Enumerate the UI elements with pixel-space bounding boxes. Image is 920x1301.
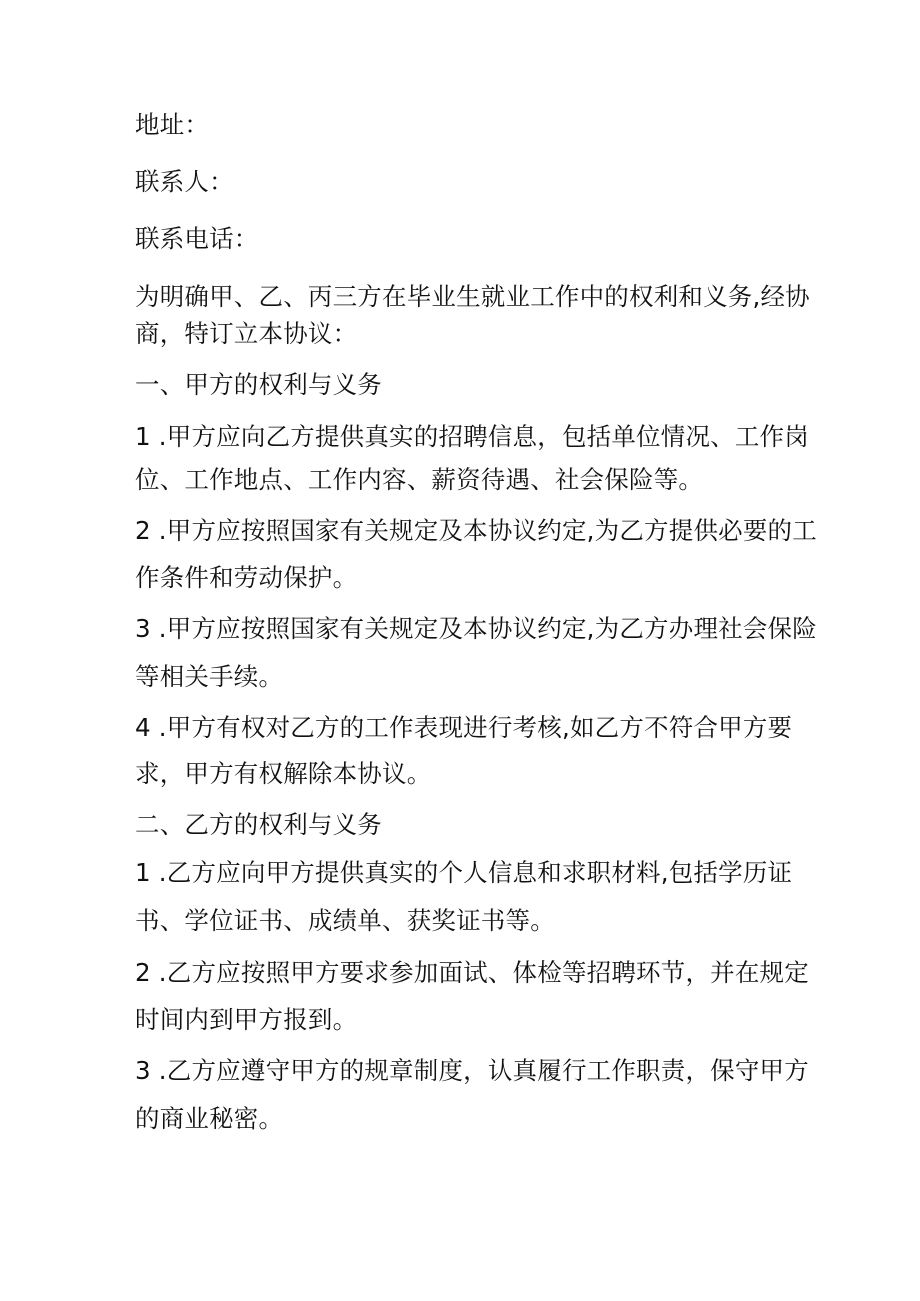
section-heading-party-b: 二、乙方的权利与义务 <box>135 810 382 839</box>
party-a-clause-1-line-1: 1 .甲方应向乙方提供真实的招聘信息，包括单位情况、工作岗 <box>135 422 809 451</box>
party-a-clause-2-line-1: 2 .甲方应按照国家有关规定及本协议约定,为乙方提供必要的工 <box>135 516 817 545</box>
party-b-clause-1-line-1: 1 .乙方应向甲方提供真实的个人信息和求职材料,包括学历证 <box>135 858 793 887</box>
party-b-clause-3-line-1: 3 .乙方应遵守甲方的规章制度，认真履行工作职责，保守甲方 <box>135 1056 809 1085</box>
contact-person-label: 联系人： <box>135 167 234 196</box>
party-b-clause-2-line-2: 时间内到甲方报到。 <box>135 1005 358 1034</box>
intro-paragraph-line-2: 商，特订立本协议： <box>135 319 358 348</box>
party-a-clause-3-line-1: 3 .甲方应按照国家有关规定及本协议约定,为乙方办理社会保险 <box>135 614 817 643</box>
section-heading-party-a: 一、甲方的权利与义务 <box>135 370 382 399</box>
party-a-clause-1-line-2: 位、工作地点、工作内容、薪资待遇、社会保险等。 <box>135 465 704 494</box>
party-b-clause-1-line-2: 书、学位证书、成绩单、获奖证书等。 <box>135 906 555 935</box>
address-label: 地址： <box>135 110 210 139</box>
intro-paragraph-line-1: 为明确甲、乙、丙三方在毕业生就业工作中的权利和义务,经协 <box>135 282 810 311</box>
party-a-clause-4-line-1: 4 .甲方有权对乙方的工作表现进行考核,如乙方不符合甲方要 <box>135 713 793 742</box>
party-a-clause-2-line-2: 作条件和劳动保护。 <box>135 563 358 592</box>
party-b-clause-3-line-2: 的商业秘密。 <box>135 1104 284 1133</box>
party-b-clause-2-line-1: 2 .乙方应按照甲方要求参加面试、体检等招聘环节，并在规定 <box>135 958 809 987</box>
party-a-clause-4-line-2: 求，甲方有权解除本协议。 <box>135 759 432 788</box>
contact-phone-label: 联系电话： <box>135 224 259 253</box>
party-a-clause-3-line-2: 等相关手续。 <box>135 662 284 691</box>
